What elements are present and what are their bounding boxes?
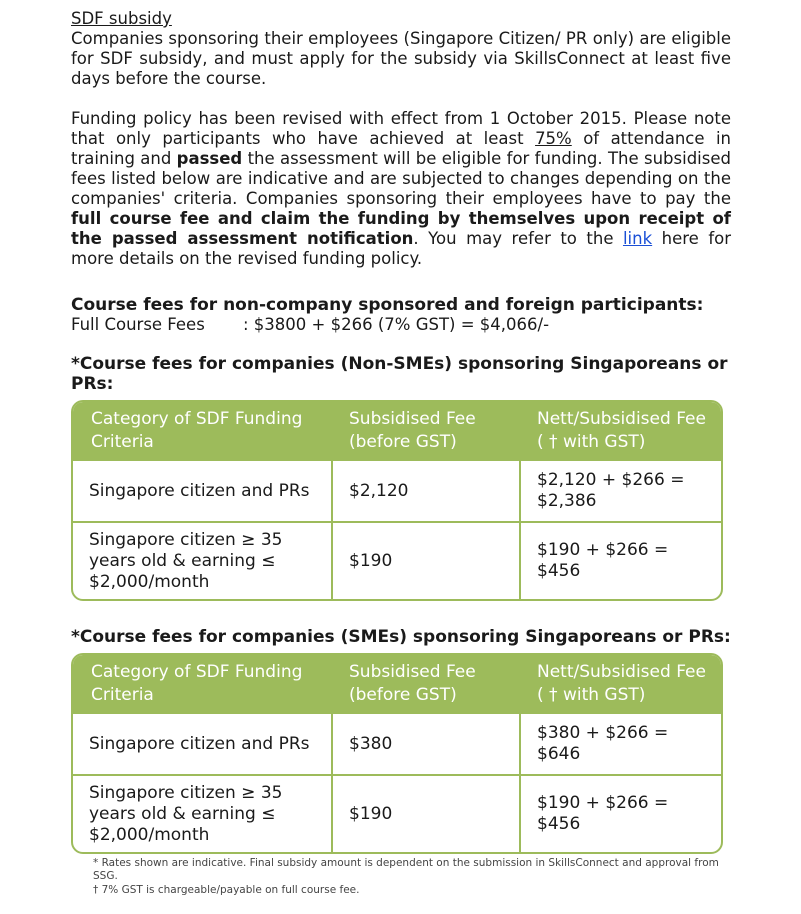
policy-text: of attendance in training and — [71, 129, 731, 168]
full-fee-emphasis: full course fee and claim the funding by themselves upon receipt of the passed assessment notification — [71, 209, 731, 248]
cell-category: Singapore citizen and PRs — [73, 459, 331, 521]
cell-nett-fee: $2,120 + $266 = $2,386 — [519, 459, 721, 521]
policy-text: Funding policy has been revised with effect from 1 October 2015. Please note that only participants who have achieved at least — [71, 109, 731, 148]
table-header-row — [73, 402, 721, 459]
table-row — [73, 459, 721, 521]
cell-category: Singapore citizen ≥ 35 years old & earning ≤ $2,000/month — [73, 521, 331, 599]
policy-text: the assessment will be eligible for funding. The subsidised fees listed below are indicative and are subjected to changes depending on the companies' criteria. Companies sponsoring their employees have to pay the — [71, 149, 731, 208]
document-body — [71, 9, 731, 854]
footnote-gst: † 7% GST is chargeable/payable on full course fee. — [93, 884, 360, 896]
attendance-percent: 75% — [535, 129, 572, 148]
non-sme-fee-table — [71, 400, 723, 601]
footnotes — [93, 857, 733, 898]
cell-category: Singapore citizen ≥ 35 years old & earning ≤ $2,000/month — [73, 774, 331, 852]
sme-fee-table — [71, 653, 723, 854]
header-category: Category of SDF Funding Criteria — [73, 655, 331, 712]
cell-subsidised-fee: $190 — [331, 521, 519, 599]
footnote-rates: * Rates shown are indicative. Final subsidy amount is dependent on the submission in SkillsConnect and approval from SSG. — [93, 857, 719, 882]
policy-text: . You may refer to the — [413, 229, 623, 248]
header-subsidised-fee: Subsidised Fee (before GST) — [331, 655, 519, 712]
full-course-fees-label: Full Course Fees — [71, 315, 205, 334]
cell-subsidised-fee: $190 — [331, 774, 519, 852]
header-nett-fee: Nett/Subsidised Fee ( † with GST) — [519, 655, 721, 712]
table-row — [73, 712, 721, 774]
cell-category: Singapore citizen and PRs — [73, 712, 331, 774]
cell-nett-fee: $380 + $266 = $646 — [519, 712, 721, 774]
cell-subsidised-fee: $2,120 — [331, 459, 519, 521]
passed-emphasis: passed — [176, 149, 243, 168]
cell-subsidised-fee: $380 — [331, 712, 519, 774]
cell-nett-fee: $190 + $266 = $456 — [519, 774, 721, 852]
header-subsidised-fee: Subsidised Fee (before GST) — [331, 402, 519, 459]
full-course-fees-line — [71, 315, 731, 335]
table-row — [73, 521, 721, 599]
table-header-row — [73, 655, 721, 712]
policy-text: here for more details on the revised funding policy. — [71, 229, 732, 268]
cell-nett-fee: $190 + $266 = $456 — [519, 521, 721, 599]
intro-paragraph: Companies sponsoring their employees (Singapore Citizen/ PR only) are eligible for SDF subsidy, and must apply for the subsidy via SkillsConnect at least five days before the course. — [71, 29, 731, 88]
sme-heading: *Course fees for companies (SMEs) sponsoring Singaporeans or PRs: — [71, 627, 731, 647]
full-course-fees-value: : $3800 + $266 (7% GST) = $4,066/- — [243, 315, 550, 334]
funding-policy-paragraph — [71, 109, 731, 269]
policy-link[interactable]: link — [622, 229, 653, 248]
header-nett-fee: Nett/Subsidised Fee ( † with GST) — [519, 402, 721, 459]
header-category: Category of SDF Funding Criteria — [73, 402, 331, 459]
sdf-subsidy-heading: SDF subsidy — [71, 9, 172, 28]
table-row — [73, 774, 721, 852]
non-sme-heading: *Course fees for companies (Non-SMEs) sponsoring Singaporeans or PRs: — [71, 354, 728, 394]
non-company-heading: Course fees for non-company sponsored and foreign participants: — [71, 295, 704, 315]
